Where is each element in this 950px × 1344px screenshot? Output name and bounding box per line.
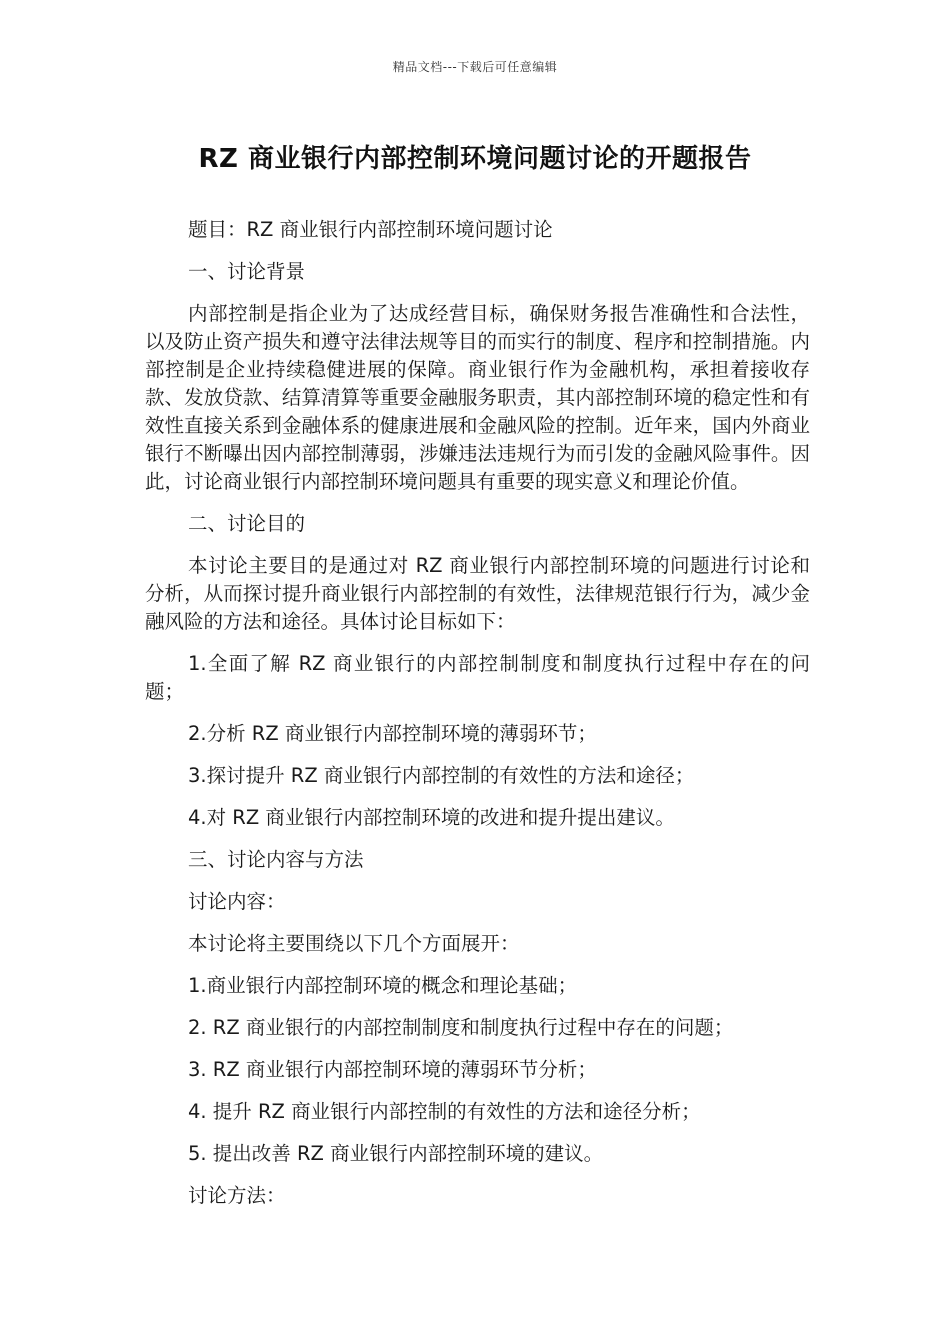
section2-paragraph: 本讨论主要目的是通过对 RZ 商业银行内部控制环境的问题进行讨论和分析，从而探讨提升商业银行内部控制的有效性，法律规范银行行为，减少金融风险的方法和途径。具体讨论目标如下： <box>145 554 810 633</box>
header-note: 精品文档---下载后可任意编辑 <box>392 60 558 74</box>
content-item: 4. 提升 RZ 商业银行内部控制的有效性的方法和途径分析； <box>188 1100 701 1123</box>
goal-item: 1.全面了解 RZ 商业银行的内部控制制度和制度执行过程中存在的问题； <box>145 652 810 703</box>
method-label: 讨论方法： <box>188 1184 286 1207</box>
content-item: 1.商业银行内部控制环境的概念和理论基础； <box>188 974 578 997</box>
topic-line: 题目：RZ 商业银行内部控制环境问题讨论 <box>188 218 553 241</box>
goal-item: 2.分析 RZ 商业银行内部控制环境的薄弱环节； <box>188 722 597 745</box>
section1-heading: 一、讨论背景 <box>188 260 306 283</box>
content-intro: 本讨论将主要围绕以下几个方面展开： <box>188 932 520 955</box>
goal-item: 4.对 RZ 商业银行内部控制环境的改进和提升提出建议。 <box>188 806 675 829</box>
content-item: 2. RZ 商业银行的内部控制制度和制度执行过程中存在的问题； <box>188 1016 734 1039</box>
section1-paragraph: 内部控制是指企业为了达成经营目标，确保财务报告准确性和合法性，以及防止资产损失和遵守法律法规等目的而实行的制度、程序和控制措施。内部控制是企业持续稳健进展的保障。商业银行作为金融机构，承担着接收存款、发放贷款、结算清算等重要金融服务职责，其内部控制环境的稳定性和有效性直接关系到金融体系的健康进展和金融风险的控制。近年来，国内外商业银行不断曝出因内部控制薄弱，涉嫌违法违规行为而引发的金融风险事件。因此，讨论商业银行内部控制环境问题具有重要的现实意义和理论价值。 <box>145 302 810 493</box>
goal-item: 3.探讨提升 RZ 商业银行内部控制的有效性的方法和途径； <box>188 764 695 787</box>
content-item: 5. 提出改善 RZ 商业银行内部控制环境的建议。 <box>188 1142 604 1165</box>
content-item: 3. RZ 商业银行内部控制环境的薄弱环节分析； <box>188 1058 597 1081</box>
document-title: RZ 商业银行内部控制环境问题讨论的开题报告 <box>198 144 752 174</box>
document-body <box>145 216 810 1224</box>
section2-heading: 二、讨论目的 <box>188 512 306 535</box>
section3-heading: 三、讨论内容与方法 <box>188 848 364 871</box>
content-label: 讨论内容： <box>188 890 286 913</box>
